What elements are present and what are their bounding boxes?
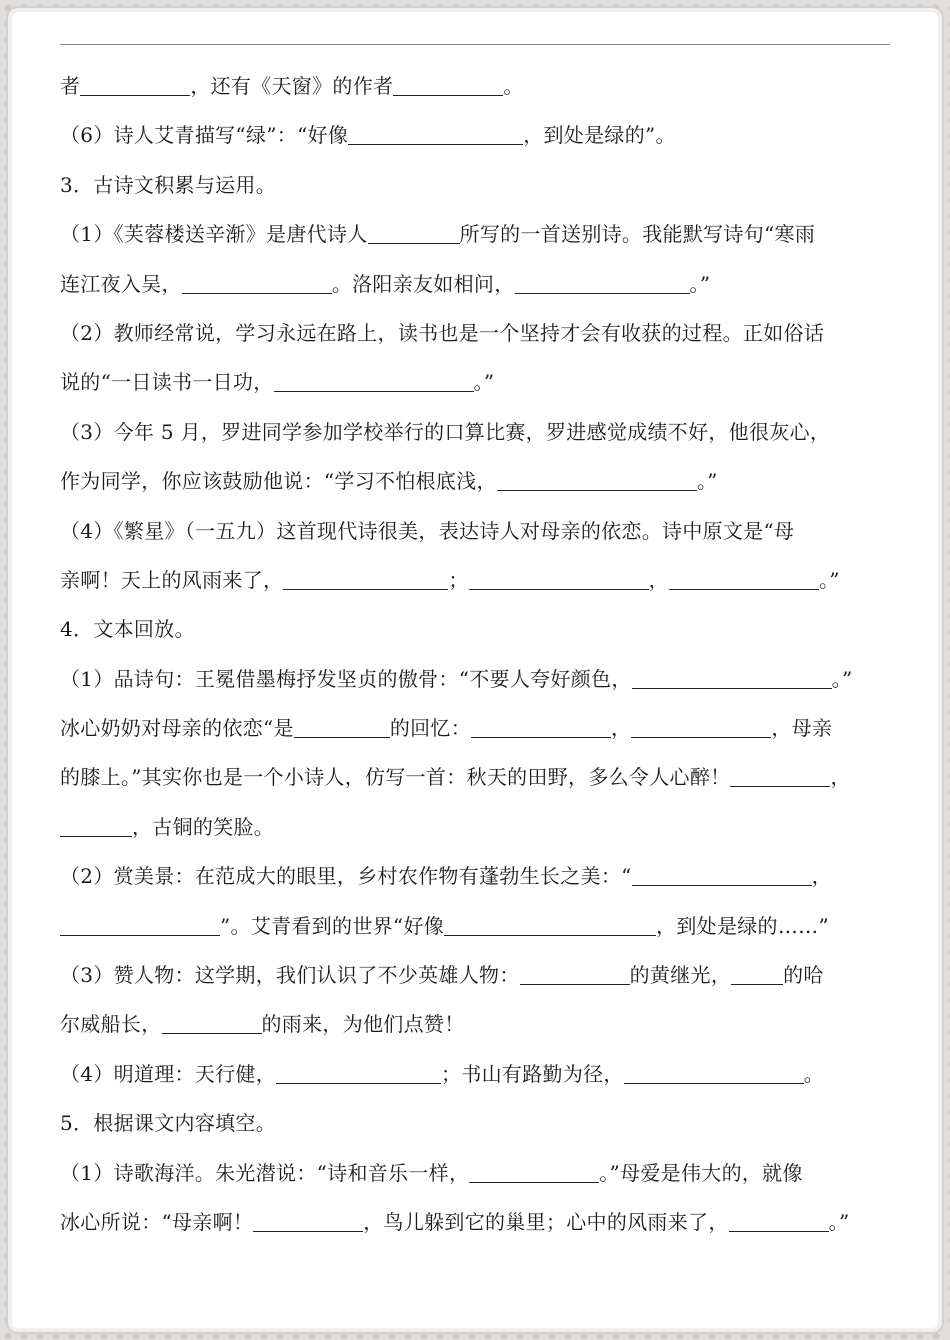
answer-blank[interactable]	[471, 715, 611, 738]
text-line: 冰心奶奶对母亲的依恋“是 的回忆： ， ，母亲	[60, 716, 833, 741]
answer-blank[interactable]	[731, 962, 783, 985]
header-rule	[60, 44, 890, 45]
text-line: 连江夜入吴， 。洛阳亲友如相问， 。”	[60, 271, 711, 296]
text-line: ”。艾青看到的世界“好像 ，到处是绿的……”	[60, 902, 900, 951]
answer-blank[interactable]	[348, 122, 523, 145]
worksheet-content	[60, 62, 900, 1247]
text-line: 说的“一日读书一日功， 。”	[60, 370, 495, 395]
answer-blank[interactable]	[444, 913, 656, 936]
section-heading: 3．古诗文积累与运用。	[60, 172, 277, 197]
answer-blank[interactable]	[469, 567, 649, 590]
text-line: （1）品诗句：王冕借墨梅抒发坚贞的傲骨：“不要人夸好颜色， 。”	[60, 666, 853, 691]
answer-blank[interactable]	[253, 1209, 363, 1232]
answer-blank[interactable]	[669, 567, 819, 590]
text-line: ，古铜的笑脸。	[60, 803, 900, 852]
answer-blank[interactable]	[520, 962, 630, 985]
answer-blank[interactable]	[469, 1160, 599, 1183]
answer-blank[interactable]	[497, 468, 697, 491]
answer-blank[interactable]	[294, 715, 390, 738]
answer-blank[interactable]	[729, 1209, 829, 1232]
answer-blank[interactable]	[730, 764, 830, 787]
text-line: （1）诗歌海洋。朱光潜说：“诗和音乐一样， 。”母爱是伟大的，就像	[60, 1160, 803, 1185]
answer-blank[interactable]	[274, 369, 474, 392]
answer-blank[interactable]	[368, 221, 460, 244]
text-line: （3）赞人物：这学期，我们认识了不少英雄人物： 的黄继光， 的哈	[60, 963, 824, 988]
text-line: 亲啊！天上的风雨来了， ； ， 。”	[60, 567, 840, 592]
worksheet-page	[12, 12, 938, 1328]
answer-blank[interactable]	[632, 863, 812, 886]
answer-blank[interactable]	[162, 1011, 262, 1034]
text-line: 作为同学，你应该鼓励他说：“学习不怕根底浅， 。”	[60, 469, 718, 494]
answer-blank[interactable]	[283, 567, 448, 590]
answer-blank[interactable]	[515, 271, 690, 294]
text-line: （3）今年 5 月，罗进同学参加学校举行的口算比赛，罗进感觉成绩不好，他很灰心，	[60, 419, 831, 444]
text-line: 冰心所说：“母亲啊！ ，鸟儿躲到它的巢里；心中的风雨来了， 。”	[60, 1209, 850, 1234]
text-line: 的膝上。”其实你也是一个小诗人，仿写一首：秋天的田野，多么令人心醉！ ，	[60, 765, 851, 790]
text-line: 尔威船长， 的雨来，为他们点赞！	[60, 1012, 465, 1037]
text-line: （2）教师经常说，学习永远在路上，读书也是一个坚持才会有收获的过程。正如俗话	[60, 320, 825, 345]
answer-blank[interactable]	[632, 666, 832, 689]
text-line: 者 ，还有《天窗》的作者 。	[60, 74, 524, 98]
answer-blank[interactable]	[80, 73, 190, 96]
answer-blank[interactable]	[182, 271, 332, 294]
answer-blank[interactable]	[60, 814, 132, 837]
text-line: （4）明道理：天行健， ；书山有路勤为径， 。	[60, 1061, 825, 1086]
text-line: （2）赏美景：在范成大的眼里，乡村农作物有蓬勃生长之美：“ ，	[60, 864, 832, 889]
text-line: （6）诗人艾青描写“绿”：“好像 ，到处是绿的”。	[60, 123, 676, 148]
text-line: （1）《芙蓉楼送辛渐》是唐代诗人 所写的一首送别诗。我能默写诗句“寒雨	[60, 222, 816, 247]
answer-blank[interactable]	[631, 715, 771, 738]
section-heading: 5．根据课文内容填空。	[60, 1111, 277, 1136]
answer-blank[interactable]	[276, 1061, 441, 1084]
answer-blank[interactable]	[624, 1061, 804, 1084]
answer-blank[interactable]	[60, 913, 220, 936]
answer-blank[interactable]	[393, 73, 503, 96]
text-line: （4）《繁星》（一五九）这首现代诗很美，表达诗人对母亲的依恋。诗中原文是“母	[60, 518, 795, 543]
section-heading: 4．文本回放。	[60, 617, 195, 642]
